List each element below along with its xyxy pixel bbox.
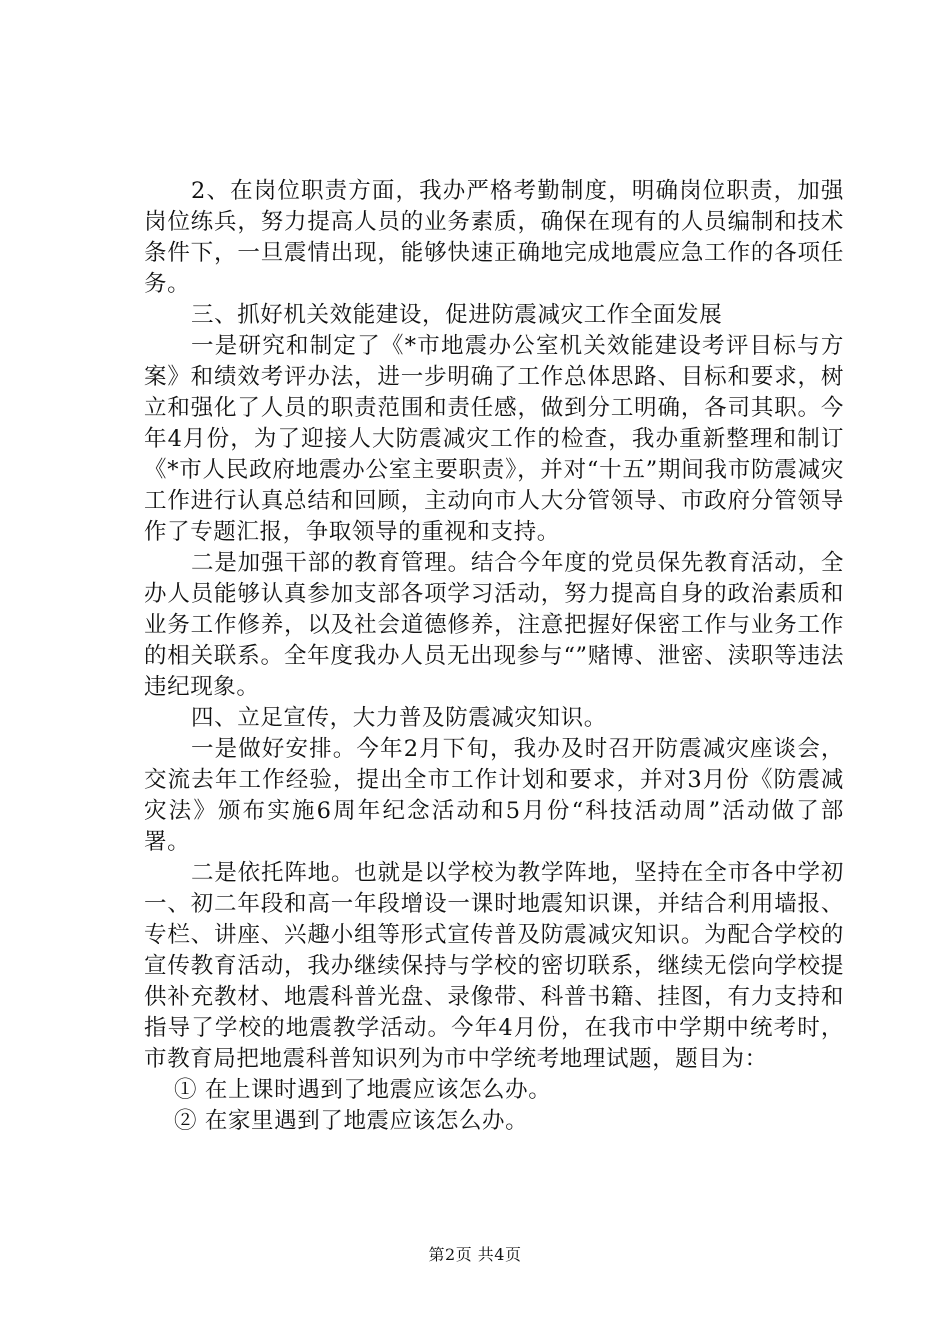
page-number-footer: 第2页 共4页 — [428, 1245, 522, 1264]
section-heading-three: 三、抓好机关效能建设，促进防震减灾工作全面发展 — [191, 302, 723, 328]
exam-question-1: ① 在上课时遇到了地震应该怎么办。 — [174, 1077, 552, 1103]
paragraph-arrangements: 一是做好安排。今年2月下旬，我办及时召开防震减灾座谈会，交流去年工作经验，提出全市工作计划和要求，并对3月份《防震减灾法》颁布实施6周年纪念活动和5月份“科技活动周”活动做了部署。 — [144, 736, 844, 855]
paragraph-cadre-education: 二是加强干部的教育管理。结合今年度的党员保先教育活动，全办人员能够认真参加支部各项学习活动，努力提高自身的政治素质和业务工作修养，以及社会道德修养，注意把握好保密工作与业务工作的相关联系。全年度我办人员无出现参与“”赌博、泄密、渎职等违法违纪现象。 — [144, 550, 844, 700]
section-heading-four: 四、立足宣传，大力普及防震减灾知识。 — [191, 705, 607, 731]
exam-question-2: ② 在家里遇到了地震应该怎么办。 — [174, 1108, 529, 1134]
document-body — [144, 176, 844, 1137]
paragraph-efficiency-evaluation: 一是研究和制定了《*市地震办公室机关效能建设考评目标与方案》和绩效考评办法，进一步明确了工作总体思路、目标和要求，树立和强化了人员的职责范围和责任感，做到分工明确，各司其职。今年4月份，为了迎接人大防震减灾工作的检查，我办重新整理和制订《*市人民政府地震办公室主要职责》，并对“十五”期间我市防震减灾工作进行认真总结和回顾，主动向市人大分管领导、市政府分管领导作了专题汇报，争取领导的重视和支持。 — [144, 333, 844, 545]
paragraph-post-duties: 2、在岗位职责方面，我办严格考勤制度，明确岗位职责，加强岗位练兵，努力提高人员的业务素质，确保在现有的人员编制和技术条件下，一旦震情出现，能够快速正确地完成地震应急工作的各项任务。 — [144, 178, 844, 297]
paragraph-school-outreach: 二是依托阵地。也就是以学校为教学阵地，坚持在全市各中学初一、初二年段和高一年段增设一课时地震知识课，并结合利用墙报、专栏、讲座、兴趣小组等形式宣传普及防震减灾知识。为配合学校的宣传教育活动，我办继续保持与学校的密切联系，继续无偿向学校提供补充教材、地震科普光盘、录像带、科普书籍、挂图，有力支持和指导了学校的地震教学活动。今年4月份，在我市中学期中统考时，市教育局把地震科普知识列为市中学统考地理试题，题目为： — [144, 860, 844, 1072]
